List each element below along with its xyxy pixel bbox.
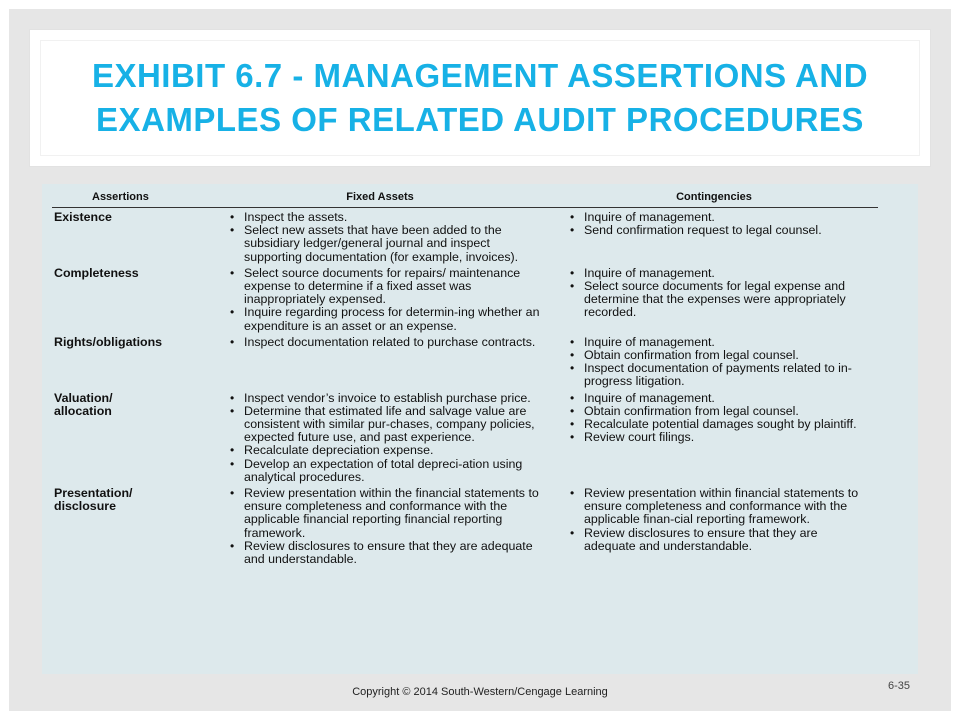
procedure-item: • Inquire of management. xyxy=(550,267,878,280)
fixed-assets-cell xyxy=(210,267,550,333)
title-inner xyxy=(40,40,920,156)
fixed-assets-cell xyxy=(210,336,550,389)
table-header-row xyxy=(52,188,878,208)
procedure-item: • Recalculate depreciation expense. xyxy=(210,444,550,457)
contingencies-cell xyxy=(550,392,878,484)
procedure-item: • Inquire of management. xyxy=(550,211,878,224)
assertion-cell: Completeness xyxy=(54,265,139,280)
exhibit-table xyxy=(42,184,918,674)
procedure-item: • Inquire of management. xyxy=(550,392,878,405)
procedure-item: • Select new assets that have been added to the subsidiary ledger/general journal and inspect supporting documentation (for example, invoices). xyxy=(210,224,550,264)
table-grid xyxy=(52,188,878,566)
fixed-assets-cell xyxy=(210,487,550,566)
assertion-cell: Presentation/ disclosure xyxy=(54,486,133,514)
copyright-footer: Copyright © 2014 South-Western/Cengage Learning xyxy=(352,686,608,698)
contingencies-cell xyxy=(550,487,878,566)
assertion-cell: Existence xyxy=(54,210,112,224)
contingencies-cell xyxy=(550,211,878,264)
procedure-item: • Send confirmation request to legal counsel. xyxy=(550,224,878,237)
procedure-item: • Review court filings. xyxy=(550,431,878,444)
table-row xyxy=(52,208,878,264)
header-assertions: Assertions xyxy=(92,191,149,203)
procedure-item: • Inspect vendor’s invoice to establish purchase price. xyxy=(210,392,550,405)
procedure-item: • Select source documents for legal expense and determine that the expenses were appropriately recorded. xyxy=(550,280,878,320)
procedure-item: • Inspect documentation of payments related to in-progress litigation. xyxy=(550,362,878,388)
header-fixed-assets: Fixed Assets xyxy=(346,191,414,203)
procedure-item: • Develop an expectation of total depreci-ation using analytical procedures. xyxy=(210,458,550,484)
procedure-item: • Determine that estimated life and salvage value are consistent with similar pur-chases, company policies, expected future use, and past experience. xyxy=(210,405,550,445)
table-body xyxy=(52,208,878,566)
procedure-item: • Inspect the assets. xyxy=(210,211,550,224)
fixed-assets-cell xyxy=(210,392,550,484)
procedure-item: • Inquire of management. xyxy=(550,336,878,349)
title-box xyxy=(30,30,930,166)
procedure-item: • Review disclosures to ensure that they are adequate and understandable. xyxy=(210,540,550,566)
slide-title xyxy=(92,54,868,142)
procedure-item: • Review disclosures to ensure that they are adequate and understandable. xyxy=(550,527,878,553)
fixed-assets-cell xyxy=(210,211,550,264)
procedure-item: • Inspect documentation related to purchase contracts. xyxy=(210,336,550,349)
procedure-item: • Recalculate potential damages sought by plaintiff. xyxy=(550,418,878,431)
assertion-cell: Rights/obligations xyxy=(54,334,163,349)
procedure-item: • Review presentation within the financial statements to ensure completeness and conformance with the applicable financial reporting financial reporting framework. xyxy=(210,487,550,540)
table-row xyxy=(52,389,878,484)
table-row xyxy=(52,264,878,333)
slide-title-line-1: EXHIBIT 6.7 - MANAGEMENT ASSERTIONS AND xyxy=(91,57,869,94)
procedure-item: • Select source documents for repairs/ maintenance expense to determine if a fixed asset was inappropriately expensed. xyxy=(210,267,550,307)
procedure-item: • Obtain confirmation from legal counsel. xyxy=(550,405,878,418)
table-row xyxy=(52,484,878,566)
slide-title-line-2: EXAMPLES OF RELATED AUDIT PROCEDURES xyxy=(96,101,864,138)
assertion-cell: Valuation/ allocation xyxy=(54,390,113,418)
table-row xyxy=(52,333,878,389)
procedure-item: • Review presentation within financial statements to ensure completeness and conformance with the applicable finan-cial reporting framework. xyxy=(550,487,878,527)
contingencies-cell xyxy=(550,336,878,389)
procedure-item: • Obtain confirmation from legal counsel. xyxy=(550,349,878,362)
page-number: 6-35 xyxy=(887,680,910,692)
contingencies-cell xyxy=(550,267,878,333)
header-contingencies: Contingencies xyxy=(676,191,752,203)
procedure-item: • Inquire regarding process for determin-ing whether an expenditure is an asset or an expense. xyxy=(210,306,550,332)
